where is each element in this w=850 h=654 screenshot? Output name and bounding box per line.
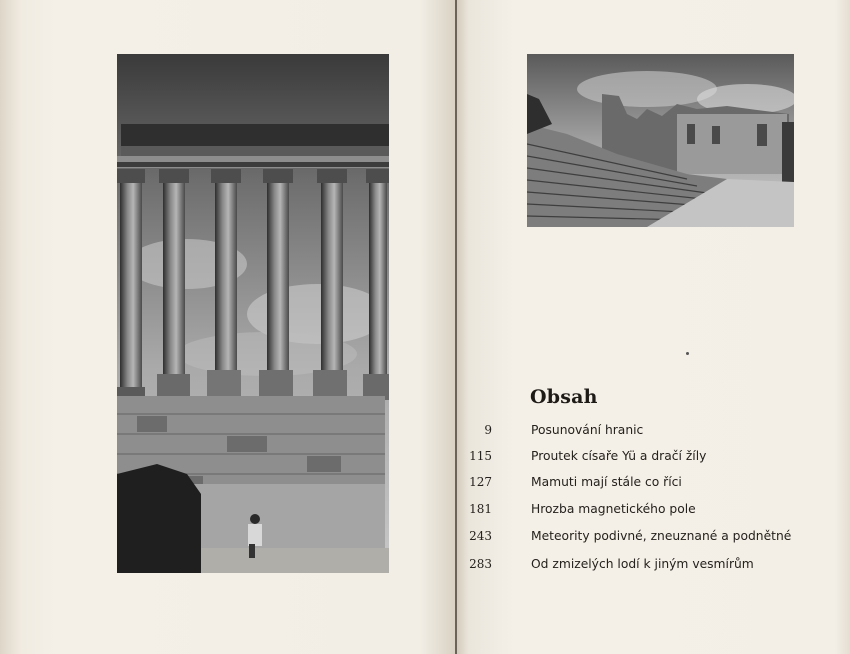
temple-columns-image [117, 54, 389, 573]
toc-chapter-title: Meteority podivné, zneuznané a podnětné [531, 529, 792, 543]
toc-entry[interactable] [460, 475, 840, 495]
toc-entry[interactable] [460, 502, 840, 522]
toc-page-number: 283 [469, 557, 492, 571]
toc-page-number: 9 [484, 423, 492, 437]
ink-speck [686, 352, 689, 355]
amphitheatre-ruins-image [527, 54, 794, 227]
toc-page-number: 181 [469, 502, 492, 516]
amphitheatre-ruins-photo [527, 54, 794, 227]
toc-entry[interactable] [460, 557, 840, 577]
toc-page-number: 127 [469, 475, 492, 489]
toc-page-number: 243 [469, 529, 492, 543]
toc-chapter-title: Posunování hranic [531, 423, 644, 437]
page-gutter [455, 0, 457, 654]
toc-chapter-title: Hrozba magnetického pole [531, 502, 696, 516]
temple-columns-photo [117, 54, 389, 573]
toc-chapter-title: Od zmizelých lodí k jiným vesmírům [531, 557, 754, 571]
toc-heading: Obsah [530, 386, 598, 408]
toc-chapter-title: Proutek císaře Yü a dračí žíly [531, 449, 707, 463]
toc-entry[interactable] [460, 423, 840, 443]
toc-entry[interactable] [460, 449, 840, 469]
toc-chapter-title: Mamuti mají stále co říci [531, 475, 682, 489]
toc-page-number: 115 [469, 449, 492, 463]
toc-entry[interactable] [460, 529, 840, 549]
